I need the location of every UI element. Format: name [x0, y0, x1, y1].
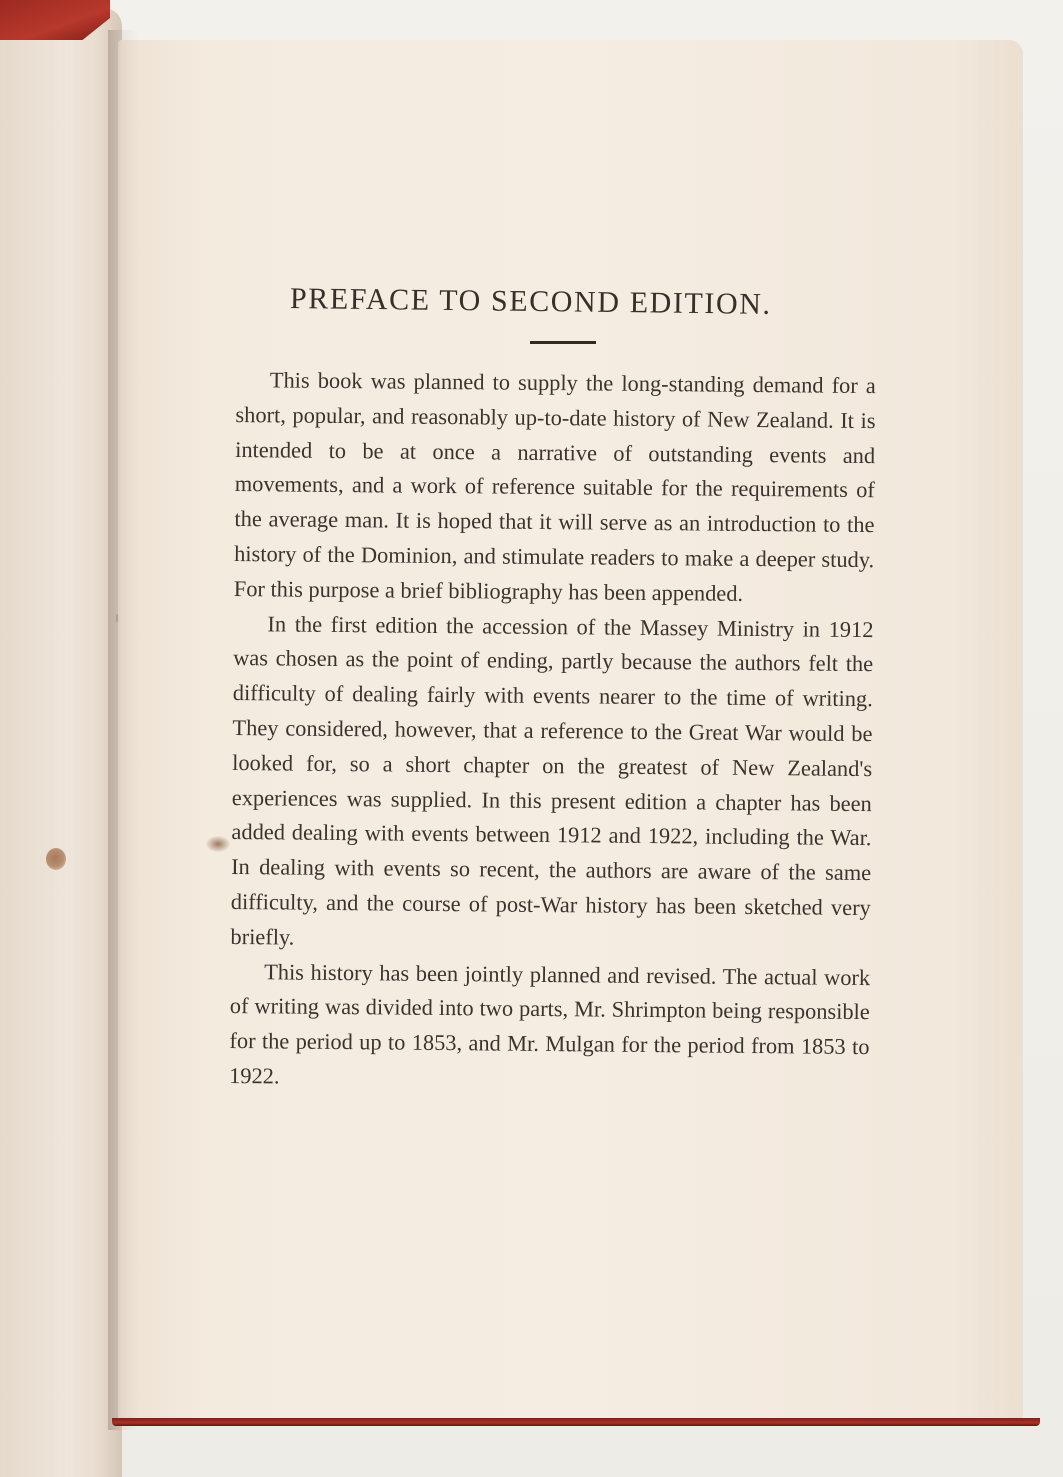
- page-gutter-shadow: [108, 30, 138, 1430]
- paragraph-3: This history has been jointly planned and revised. The actual work of writing was divided into two parts, Mr. Shrimpton being responsible for the period up to 1853, and Mr. Mulgan for the period from 1853 to 1922.: [229, 958, 871, 1089]
- previous-page-edge: [0, 8, 122, 1477]
- page-heading: PREFACE TO SECOND EDITION.: [289, 282, 772, 321]
- heading-rule: [530, 341, 596, 344]
- preface-body: [229, 363, 876, 1100]
- book-cover-edge: [112, 1418, 1040, 1426]
- foxing-spot: [46, 848, 66, 870]
- paragraph-1: This book was planned to supply the long-standing demand for a short, popular, and reasonably up-to-date history of New Zealand. It is intended to be at once a narrative of outstanding events and movements, and a work of reference suitable for the requirements of the average man. It is hoped that it will serve as an introduction to the history of the Dominion, and stimulate readers to make a deeper study. For this purpose a brief bibliography has been appended.: [233, 367, 876, 606]
- ink-smudge: [206, 836, 230, 852]
- paragraph-2: In the first edition the accession of the Massey Ministry in 1912 was chosen as the point of ending, partly because the authors felt the difficulty of dealing fairly with events nearer to the time of writing. They considered, however, that a reference to the Great War would be looked for, so a short chapter on the greatest of New Zealand's experiences was supplied. In this present edition a chapter has been added dealing with events between 1912 and 1922, including the War. In dealing with events so recent, the authors are aware of the same difficulty, and the course of post-War history has been sketched very briefly.: [230, 610, 874, 950]
